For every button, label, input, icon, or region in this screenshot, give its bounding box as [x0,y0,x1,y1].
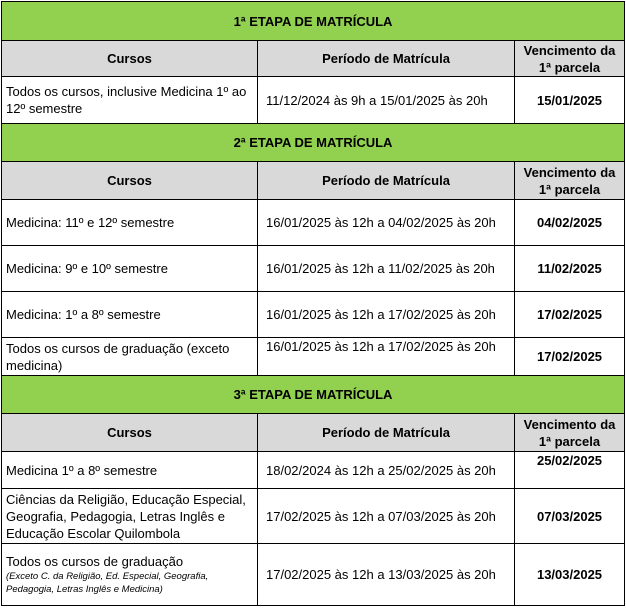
course-cell: Todos os cursos de graduação (exceto medicina) [2,338,258,376]
period-cell: 17/02/2025 às 12h a 07/03/2025 às 20h [258,489,515,544]
period-cell: 18/02/2024 às 12h a 25/02/2025 às 20h [258,452,515,489]
due-date-cell: 17/02/2025 [515,292,625,338]
due-date-cell: 17/02/2025 [515,338,625,376]
stage-3-header-row [2,376,625,414]
stage-1-header-row [2,2,625,41]
period-header: Período de Matrícula [258,414,515,452]
due-date-cell: 25/02/2025 [515,452,625,489]
course-name: Todos os cursos de graduação [6,554,184,569]
course-cell: Ciências da Religião, Educação Especial, Geografia, Pedagogia, Letras Inglês e Educação Escolar Quilombola [2,489,258,544]
stage-3-column-headers [2,414,625,452]
table-row [2,292,625,338]
due-date-cell: 15/01/2025 [515,77,625,124]
due-header: Vencimento da 1ª parcela [515,162,625,200]
table-row [2,452,625,489]
stage-2-column-headers [2,162,625,200]
table-row [2,77,625,124]
course-cell: Medicina: 9º e 10º semestre [2,246,258,292]
table-row [2,489,625,544]
course-cell: Medicina 1º a 8º semestre [2,452,258,489]
courses-header: Cursos [2,162,258,200]
table-row [2,200,625,246]
due-date-cell: 11/02/2025 [515,246,625,292]
period-cell: 16/01/2025 às 12h a 17/02/2025 às 20h [258,338,515,376]
period-cell: 11/12/2024 às 9h a 15/01/2025 às 20h [258,77,515,124]
table-row [2,338,625,376]
enrollment-schedule-table [1,1,625,606]
period-cell: 16/01/2025 às 12h a 17/02/2025 às 20h [258,292,515,338]
course-exception-note: (Exceto C. da Religião, Ed. Especial, Geografia, Pedagogia, Letras Inglês e Medicina) [6,571,209,595]
course-cell: Medicina: 11º e 12º semestre [2,200,258,246]
table-row [2,544,625,606]
table-row [2,246,625,292]
period-cell: 17/02/2025 às 12h a 13/03/2025 às 20h [258,544,515,606]
course-cell [2,544,258,606]
period-header: Período de Matrícula [258,41,515,77]
due-date-cell: 13/03/2025 [515,544,625,606]
stage-3-title: 3ª ETAPA DE MATRÍCULA [2,376,625,414]
due-date-cell: 07/03/2025 [515,489,625,544]
courses-header: Cursos [2,41,258,77]
period-cell: 16/01/2025 às 12h a 11/02/2025 às 20h [258,246,515,292]
due-header: Vencimento da 1ª parcela [515,41,625,77]
stage-2-title: 2ª ETAPA DE MATRÍCULA [2,124,625,162]
due-date-cell: 04/02/2025 [515,200,625,246]
stage-2-header-row [2,124,625,162]
course-cell: Medicina: 1º a 8º semestre [2,292,258,338]
period-cell: 16/01/2025 às 12h a 04/02/2025 às 20h [258,200,515,246]
courses-header: Cursos [2,414,258,452]
stage-1-title: 1ª ETAPA DE MATRÍCULA [2,2,625,41]
due-header: Vencimento da 1ª parcela [515,414,625,452]
stage-1-column-headers [2,41,625,77]
course-cell: Todos os cursos, inclusive Medicina 1º ao 12º semestre [2,77,258,124]
period-header: Período de Matrícula [258,162,515,200]
